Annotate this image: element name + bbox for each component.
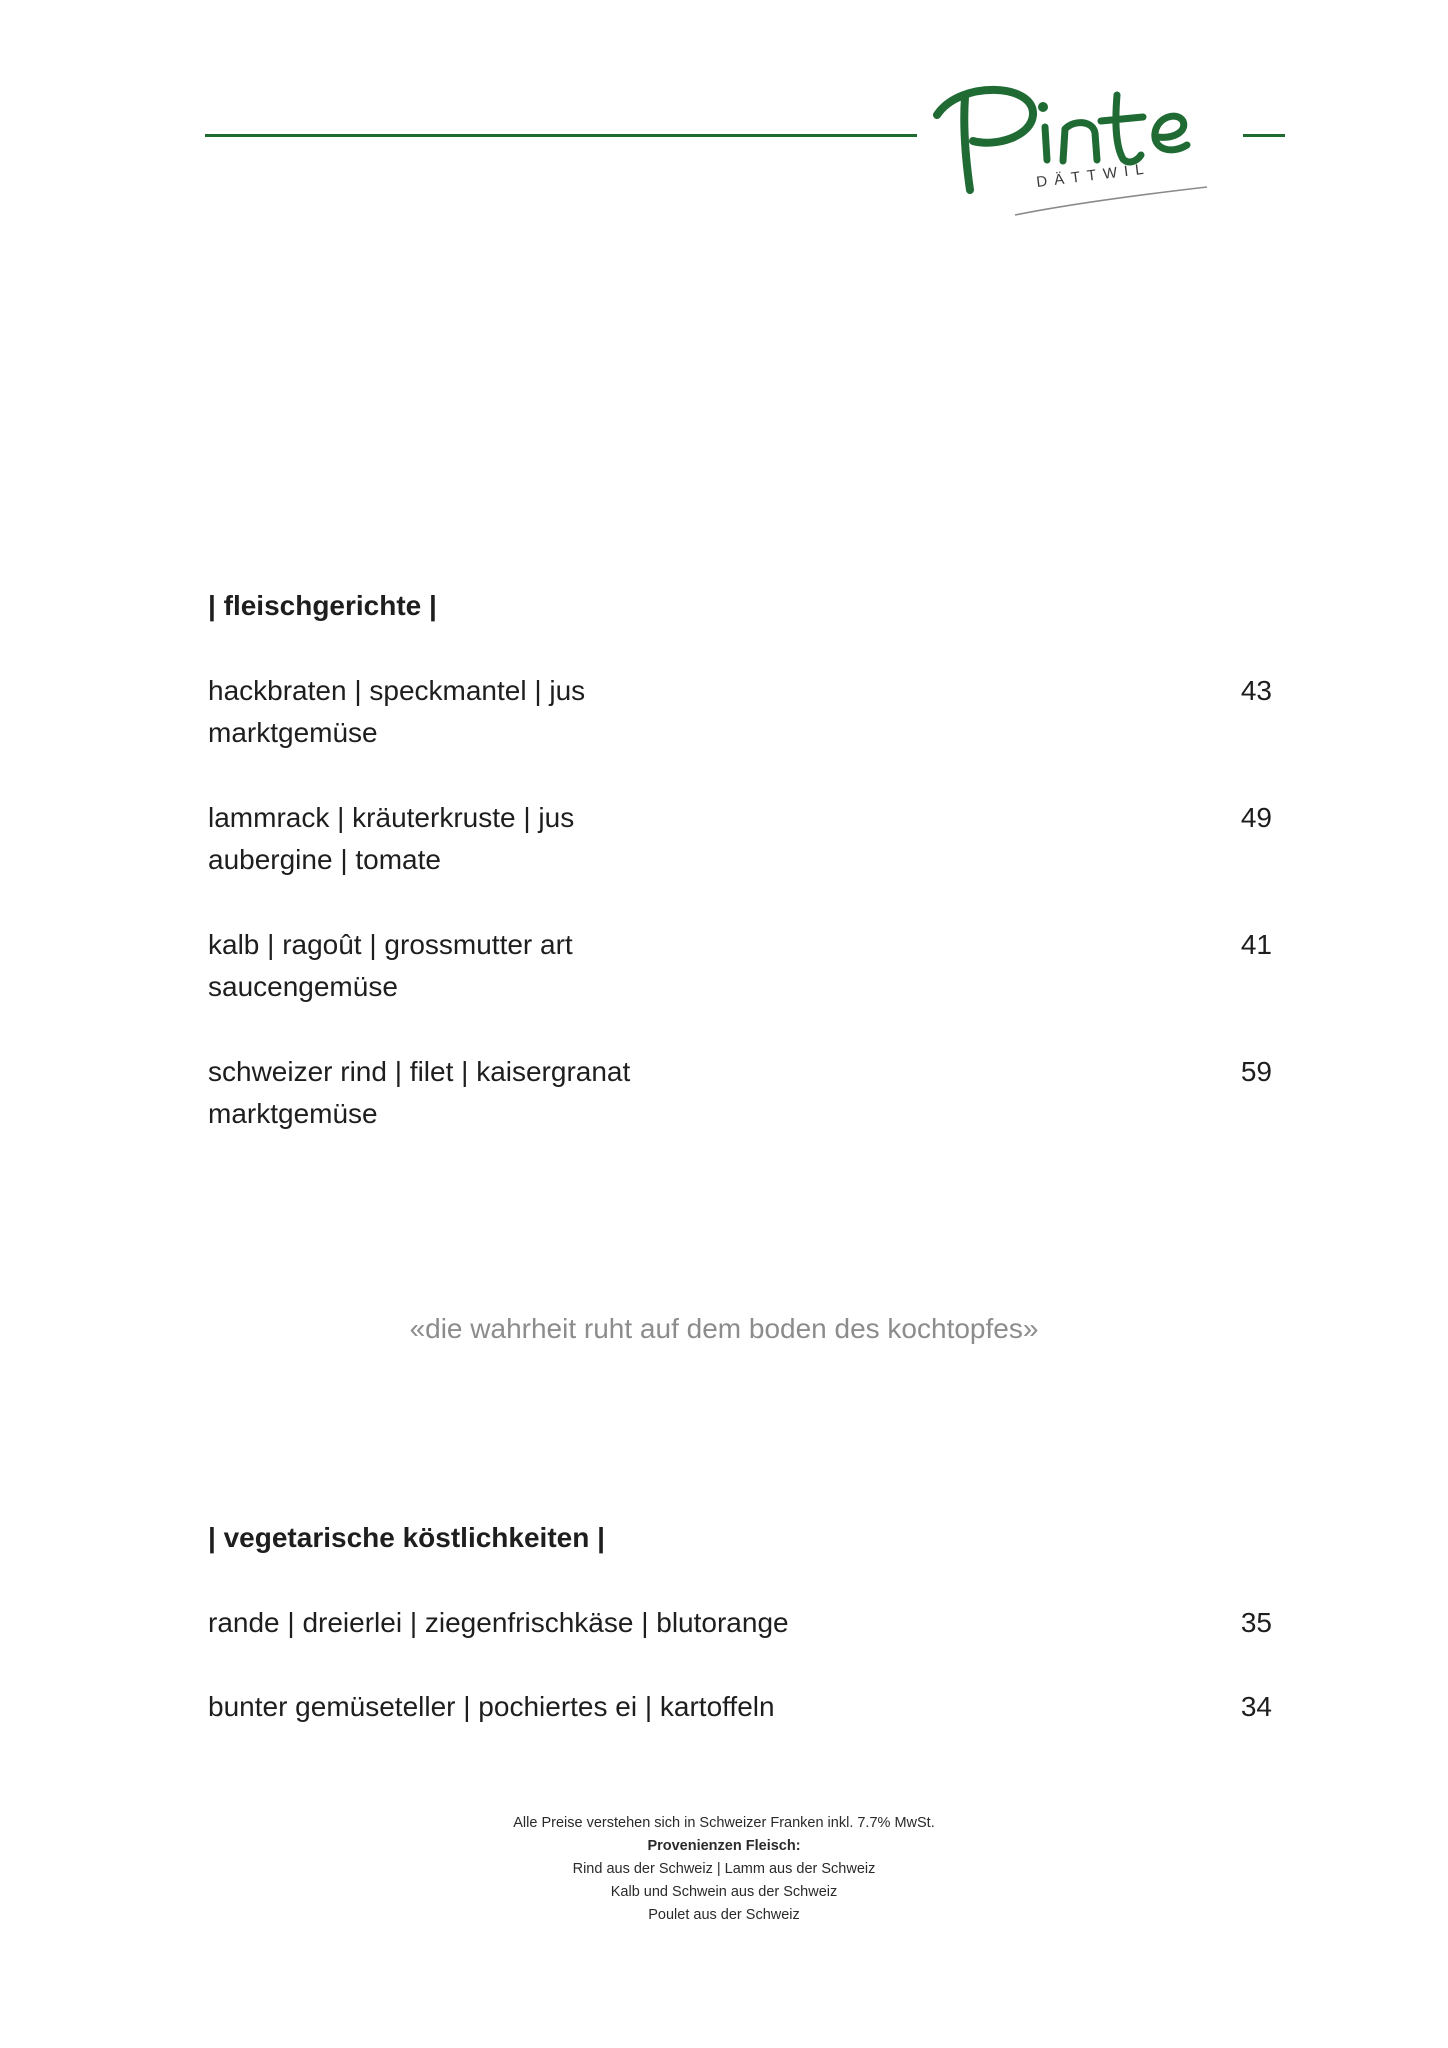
dish-item [208,802,1272,892]
dish-name: rande | dreierlei | ziegenfrischkäse | blutorange [208,1607,789,1638]
dish-price: 59 [1240,1056,1272,1087]
section-heading-vegetarian: | vegetarische köstlichkeiten | [208,1522,605,1553]
footer-notes [0,1812,1448,1927]
provenance-title: Provenienzen Fleisch: [647,1838,801,1854]
dish-name: hackbraten | speckmantel | jus [208,675,586,706]
dish-price: 35 [1240,1607,1272,1638]
pinte-logo [925,75,1245,235]
prices-note: Alle Preise verstehen sich in Schweizer Franken inkl. 7.7% MwSt. [513,1815,935,1831]
dish-price: 49 [1240,802,1272,833]
dish-name: schweizer rind | filet | kaisergranat [208,1056,631,1087]
dish-price: 34 [1240,1691,1272,1722]
dish-side: marktgemüse [208,1098,378,1129]
dish-side: aubergine | tomate [208,844,441,875]
provenance-line: Poulet aus der Schweiz [648,1907,800,1923]
dish-item [208,929,1272,1019]
dish-side: marktgemüse [208,717,378,748]
dish-item [208,1056,1272,1146]
dish-item [208,675,1272,765]
dish-name: lammrack | kräuterkruste | jus [208,802,575,833]
dish-side: saucengemüse [208,971,398,1002]
dish-item [208,1607,1272,1647]
logo-tagline: DÄTTWIL [1035,160,1152,191]
provenance-line: Rind aus der Schweiz | Lamm aus der Schweiz [572,1861,876,1877]
dish-price: 41 [1240,929,1272,960]
header-rule-right [1243,134,1285,137]
dish-name: kalb | ragoût | grossmutter art [208,929,573,960]
header-rule-left [205,134,917,137]
dish-price: 43 [1240,675,1272,706]
kitchen-quote: «die wahrheit ruht auf dem boden des kochtopfes» [409,1313,1039,1344]
provenance-line: Kalb und Schwein aus der Schweiz [610,1884,838,1900]
section-heading-meat: | fleischgerichte | [208,590,437,621]
dish-name: bunter gemüseteller | pochiertes ei | kartoffeln [208,1691,775,1722]
dish-item [208,1691,1272,1731]
